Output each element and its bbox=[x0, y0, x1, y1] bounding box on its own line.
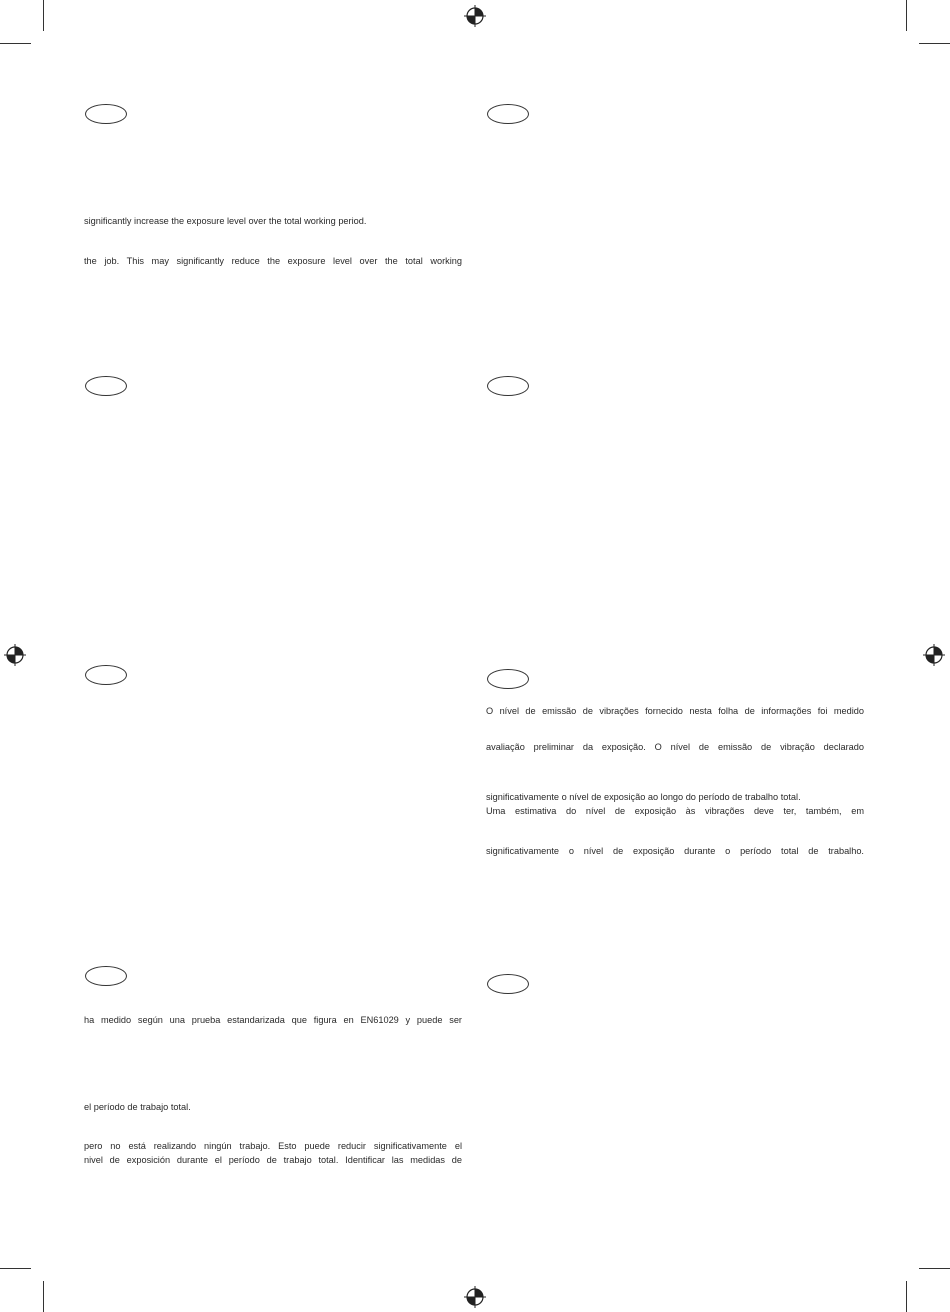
text-line: significantly increase the exposure level over the total working period. bbox=[84, 216, 367, 226]
text-line: ha medido según una prueba estandarizada que figura en EN61029 y puede ser bbox=[84, 1015, 462, 1025]
text-line: pero no está realizando ningún trabajo. Esto puede reducir significativamente el bbox=[84, 1141, 462, 1151]
registration-mark-icon bbox=[464, 5, 486, 27]
registration-mark-icon bbox=[4, 644, 26, 666]
text-line: O nível de emissão de vibrações fornecido nesta folha de informações foi medido bbox=[486, 706, 864, 716]
crop-mark bbox=[43, 1281, 44, 1312]
language-badge-oval bbox=[487, 104, 529, 124]
language-badge-oval bbox=[85, 376, 127, 396]
text-line: Uma estimativa do nível de exposição às vibrações deve ter, também, em bbox=[486, 806, 864, 816]
crop-mark bbox=[0, 1268, 31, 1269]
crop-mark bbox=[906, 0, 907, 31]
text-line: el período de trabajo total. bbox=[84, 1102, 191, 1112]
text-line: significativamente o nível de exposição durante o período total de trabalho. bbox=[486, 846, 864, 856]
crop-mark bbox=[0, 43, 31, 44]
registration-mark-icon bbox=[464, 1286, 486, 1308]
language-badge-oval bbox=[487, 376, 529, 396]
text-line: significativamente o nível de exposição ao longo do período de trabalho total. bbox=[486, 792, 801, 802]
crop-mark bbox=[43, 0, 44, 31]
language-badge-oval bbox=[85, 665, 127, 685]
crop-mark bbox=[919, 1268, 950, 1269]
crop-mark bbox=[919, 43, 950, 44]
language-badge-oval bbox=[487, 669, 529, 689]
language-badge-oval bbox=[487, 974, 529, 994]
crop-mark bbox=[906, 1281, 907, 1312]
registration-mark-icon bbox=[923, 644, 945, 666]
text-line: the job. This may significantly reduce the exposure level over the total working bbox=[84, 256, 462, 266]
text-line: nivel de exposición durante el período de trabajo total. Identificar las medidas de bbox=[84, 1155, 462, 1165]
language-badge-oval bbox=[85, 104, 127, 124]
language-badge-oval bbox=[85, 966, 127, 986]
text-line: avaliação preliminar da exposição. O nível de emissão de vibração declarado bbox=[486, 742, 864, 752]
